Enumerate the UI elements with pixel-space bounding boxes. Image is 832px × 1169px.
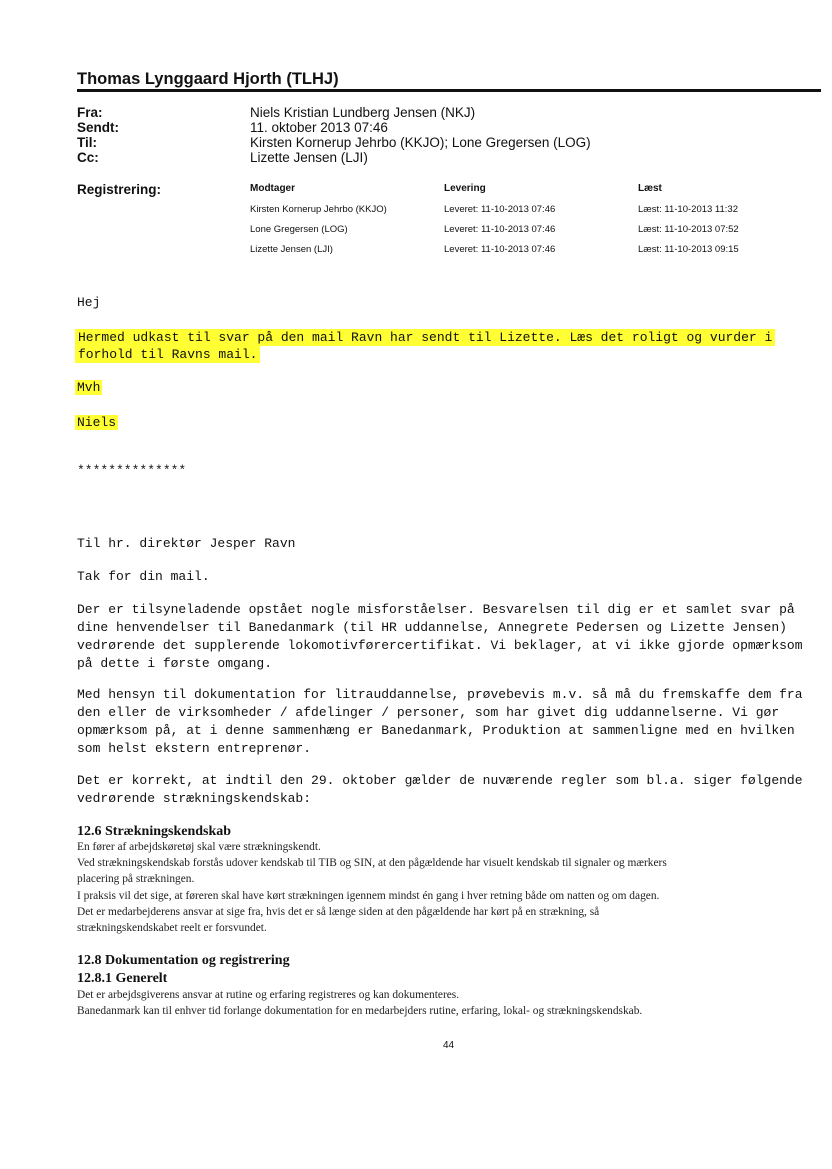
salutation: Til hr. direktør Jesper Ravn	[77, 536, 296, 551]
regulation-line: Banedanmark kan til enhver tid forlange dokumentation for en medarbejders rutine, erfaring, lokal- og strækningskendskab.	[77, 1005, 643, 1017]
regulation-line: placering på strækningen.	[77, 873, 195, 885]
cc-value: Lizette Jensen (LJI)	[250, 150, 368, 165]
highlighted-line: Hermed udkast til svar på den mail Ravn har sendt til Lizette. Læs det roligt og vurder i	[75, 330, 775, 345]
table-cell: Leveret: 11-10-2013 07:46	[444, 204, 556, 215]
section-heading: 12.6 Strækningskendskab	[77, 824, 232, 839]
page-number: 44	[443, 1040, 455, 1051]
section-heading: 12.8 Dokumentation og registrering	[77, 953, 290, 968]
registration-label: Registrering:	[77, 182, 162, 197]
regulation-line: strækningskendskabet reelt er forsvundet.	[77, 922, 267, 934]
table-cell: Læst: 11-10-2013 09:15	[638, 244, 739, 255]
paragraph-line: på dette i første omgang.	[77, 656, 273, 671]
paragraph-line: Der er tilsyneladende opstået nogle misforståelser. Besvarelsen til dig er et samlet svar på	[77, 602, 795, 617]
paragraph-line: som helst ekstern entreprenør.	[77, 741, 312, 756]
email-owner-title: Thomas Lynggaard Hjorth (TLHJ)	[77, 70, 339, 88]
subsection-heading: 12.8.1 Generelt	[77, 971, 168, 986]
greeting: Hej	[77, 295, 101, 310]
paragraph-line: Det er korrekt, at indtil den 29. oktober gælder de nuværende regler som bl.a. siger følgende	[77, 773, 803, 788]
to-label: Til:	[77, 135, 97, 150]
sent-value: 11. oktober 2013 07:46	[250, 120, 388, 135]
table-cell: Lizette Jensen (LJI)	[250, 244, 333, 255]
paragraph-line: vedrørende det supplerende lokomotivførercertifikat. Vi beklager, at vi ikke gjorde opmærksom	[77, 638, 803, 653]
signature: Niels	[77, 415, 117, 430]
regulation-line: Det er medarbejderens ansvar at sige fra, hvis det er så længe siden at den pågældende har kørt på en strækning, så	[77, 906, 600, 918]
regulation-line: Ved strækningskendskab forstås udover kendskab til TIB og SIN, at den pågældende har visuelt kendskab til signaler og mærkers	[77, 857, 667, 869]
highlighted-line: forhold til Ravns mail.	[75, 347, 260, 362]
col-header-recipient: Modtager	[250, 183, 295, 194]
title-underline	[77, 89, 821, 92]
table-cell: Leveret: 11-10-2013 07:46	[444, 244, 556, 255]
paragraph-line: opmærksom på, at i denne sammenhæng er Banedanmark, Produktion at sammenligne med en hvilken	[77, 723, 795, 738]
paragraph-line: den eller de virksomheder / afdelinger / personer, som har givet dig uddannelserne. Vi gør	[77, 705, 780, 720]
separator: **************	[77, 463, 187, 478]
table-cell: Læst: 11-10-2013 11:32	[638, 204, 738, 215]
col-header-delivery: Levering	[444, 183, 486, 194]
table-cell: Leveret: 11-10-2013 07:46	[444, 224, 556, 235]
table-cell: Læst: 11-10-2013 07:52	[638, 224, 739, 235]
paragraph-line: Med hensyn til dokumentation for litrauddannelse, prøvebevis m.v. så må du fremskaffe dem fra	[77, 687, 803, 702]
paragraph-line: dine henvendelser til Banedanmark (til HR uddannelse, Annegrete Pedersen og Lizette Jensen)	[77, 620, 787, 635]
regulation-line: En fører af arbejdskøretøj skal være strækningskendt.	[77, 841, 321, 853]
table-cell: Kirsten Kornerup Jehrbo (KKJO)	[250, 204, 387, 215]
closing: Mvh	[77, 380, 101, 395]
cc-label: Cc:	[77, 150, 99, 165]
from-value: Niels Kristian Lundberg Jensen (NKJ)	[250, 105, 476, 120]
paragraph-line: vedrørende strækningskendskab:	[77, 791, 312, 806]
to-value: Kirsten Kornerup Jehrbo (KKJO); Lone Gregersen (LOG)	[250, 135, 591, 150]
regulation-line: Det er arbejdsgiverens ansvar at rutine og erfaring registreres og kan dokumenteres.	[77, 989, 460, 1001]
table-cell: Lone Gregersen (LOG)	[250, 224, 348, 235]
sent-label: Sendt:	[77, 120, 119, 135]
regulation-line: I praksis vil det sige, at føreren skal have kørt strækningen igennem mindst én gang i hver retning både om natten og om dagen.	[77, 890, 660, 902]
col-header-read: Læst	[638, 183, 662, 194]
from-label: Fra:	[77, 105, 103, 120]
thanks-line: Tak for din mail.	[77, 569, 210, 584]
